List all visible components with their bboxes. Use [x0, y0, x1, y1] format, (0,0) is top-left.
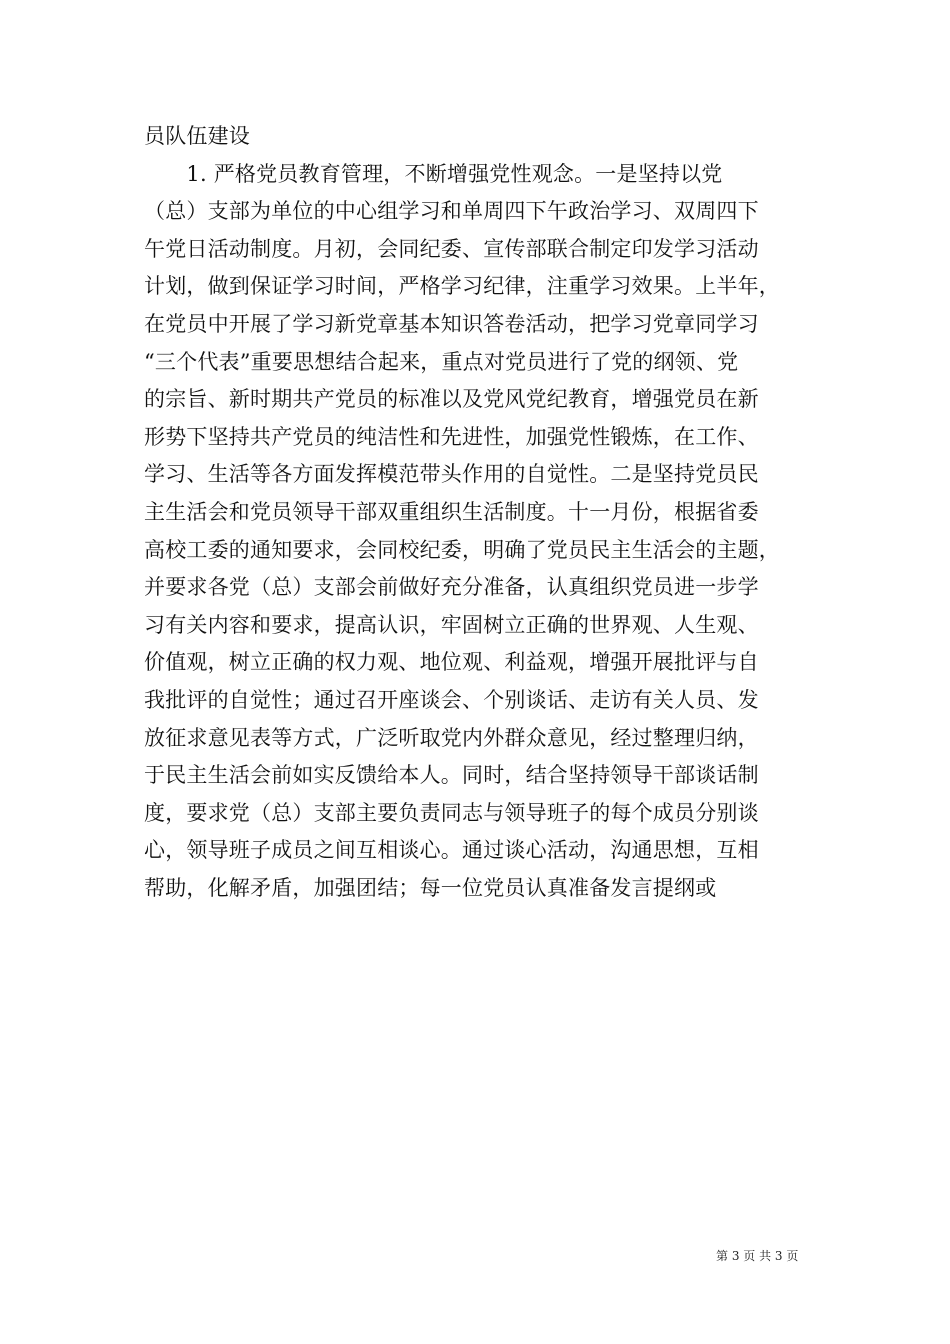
page-number: 第 3 页 共 3 页 [716, 1249, 799, 1263]
text-line: 度，要求党（总）支部主要负责同志与领导班子的每个成员分别谈 [144, 800, 759, 825]
text-line: 价值观，树立正确的权力观、地位观、利益观，增强开展批评与自 [144, 650, 759, 675]
text-line: 并要求各党（总）支部会前做好充分准备，认真组织党员进一步学 [144, 575, 759, 600]
text-line: 员队伍建设 [144, 124, 250, 148]
text-line: 心，领导班子成员之间互相谈心。通过谈心活动，沟通思想，互相 [144, 838, 759, 863]
text-line: 习有关内容和要求，提高认识，牢固树立正确的世界观、人生观、 [144, 612, 759, 637]
text-line: 放征求意见表等方式，广泛听取党内外群众意见，经过整理归纳， [144, 725, 759, 750]
text-line: 1. 严格党员教育管理，不断增强党性观念。一是坚持以党 [144, 161, 723, 186]
text-line: 学习、生活等各方面发挥模范带头作用的自觉性。二是坚持党员民 [144, 462, 759, 487]
text-line: 我批评的自觉性；通过召开座谈会、个别谈话、走访有关人员、发 [144, 687, 759, 712]
text-line: 于民主生活会前如实反馈给本人。同时，结合坚持领导干部谈话制 [144, 763, 759, 788]
text-line: 计划，做到保证学习时间，严格学习纪律，注重学习效果。上半年， [144, 274, 780, 299]
text-line: 高校工委的通知要求，会同校纪委，明确了党员民主生活会的主题， [144, 537, 780, 562]
text-line: （总）支部为单位的中心组学习和单周四下午政治学习、双周四下 [144, 199, 759, 224]
text-line: 帮助，化解矛盾，加强团结；每一位党员认真准备发言提纲或 [144, 875, 717, 900]
body-text [144, 118, 844, 907]
text-line: 午党日活动制度。月初，会同纪委、宣传部联合制定印发学习活动 [144, 236, 759, 261]
text-line: 形势下坚持共产党员的纯洁性和先进性，加强党性锻炼，在工作、 [144, 424, 759, 449]
text-line: “三个代表”重要思想结合起来，重点对党员进行了党的纲领、党 [144, 349, 739, 374]
text-line: 主生活会和党员领导干部双重组织生活制度。十一月份，根据省委 [144, 499, 759, 524]
text-line: 的宗旨、新时期共产党员的标准以及党风党纪教育，增强党员在新 [144, 387, 759, 412]
text-line: 在党员中开展了学习新党章基本知识答卷活动，把学习党章同学习 [144, 311, 759, 336]
